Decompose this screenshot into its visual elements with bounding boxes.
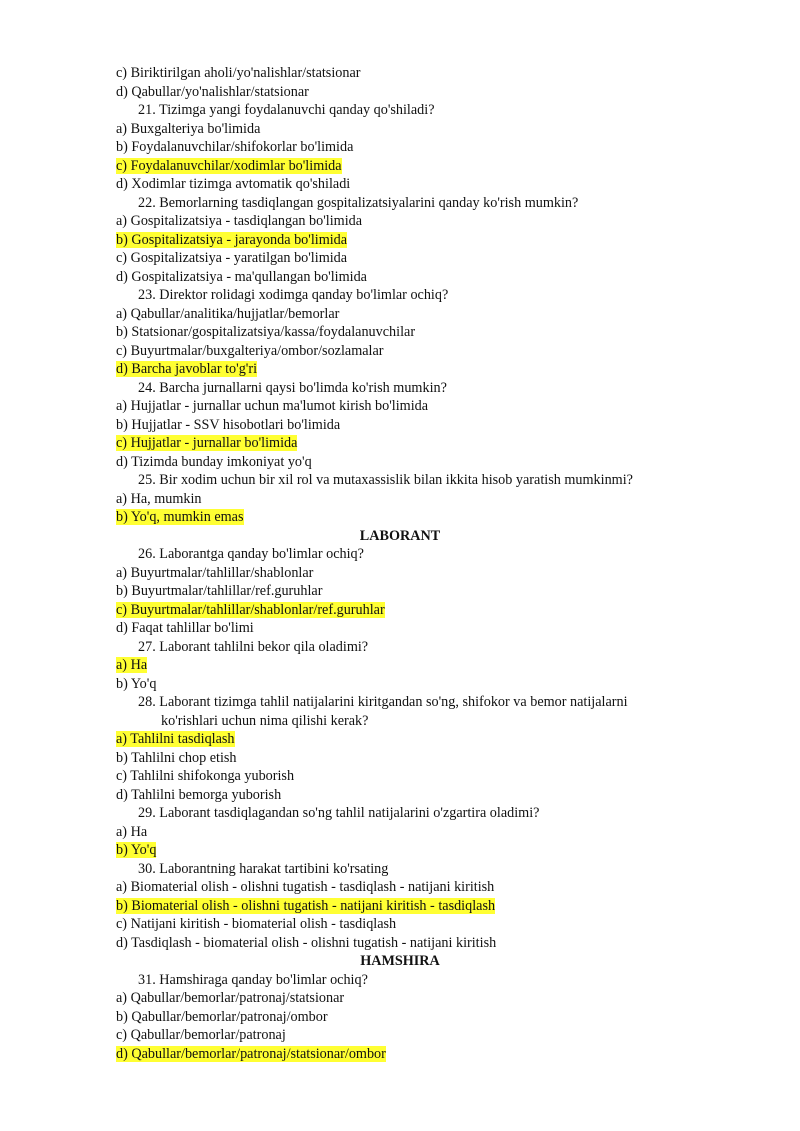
answer-option-text: d) Qabullar/yo'nalishlar/statsionar [116, 83, 309, 100]
question-text: 31. Hamshiraga qanday bo'limlar ochiq? [138, 971, 368, 988]
answer-option [0, 323, 800, 342]
question-text: 23. Direktor rolidagi xodimga qanday bo'limlar ochiq? [138, 287, 449, 303]
answer-option [0, 1008, 800, 1027]
answer-option [0, 767, 800, 786]
question [0, 379, 800, 398]
answer-option [0, 1026, 800, 1045]
answer-option [0, 416, 800, 435]
question-text: 21. Tizimga yangi foydalanuvchi qanday qo'shiladi? [138, 102, 435, 118]
answer-option-text: b) Hujjatlar - SSV hisobotlari bo'limida [116, 416, 341, 433]
answer-option [0, 619, 800, 638]
section-heading: LABORANT [359, 527, 441, 544]
answer-option-text-highlighted: c) Buyurtmalar/tahlillar/shablonlar/ref.guruhlar [116, 601, 385, 618]
answer-option-text: a) Hujjatlar - jurnallar uchun ma'lumot kirish bo'limida [116, 398, 429, 414]
answer-option-text: b) Yo'q [116, 675, 157, 692]
answer-option [0, 675, 800, 694]
question-text-continuation: ko'rishlari uchun nima qilishi kerak? [161, 712, 369, 729]
answer-option-text: a) Qabullar/bemorlar/patronaj/statsionar [116, 990, 345, 1006]
answer-option-text: c) Gospitalizatsiya - yaratilgan bo'limida [116, 250, 348, 266]
answer-option [0, 268, 800, 287]
answer-option-text: c) Buyurtmalar/buxgalteriya/ombor/sozlamalar [116, 342, 384, 359]
answer-option-text: d) Xodimlar tizimga avtomatik qo'shiladi [116, 176, 351, 192]
answer-option [0, 64, 800, 83]
answer-option-text-highlighted: a) Tahlilni tasdiqlash [116, 731, 235, 747]
answer-option-text: c) Qabullar/bemorlar/patronaj [116, 1027, 286, 1043]
answer-option-text: d) Gospitalizatsiya - ma'qullangan bo'limida [116, 268, 367, 285]
question [0, 194, 800, 213]
answer-option [0, 360, 800, 379]
answer-option [0, 305, 800, 324]
answer-option [0, 897, 800, 916]
question [0, 971, 800, 990]
question-text: 26. Laborantga qanday bo'limlar ochiq? [138, 546, 364, 562]
answer-option-text: b) Qabullar/bemorlar/patronaj/ombor [116, 1008, 328, 1025]
answer-option-text-highlighted: c) Foydalanuvchilar/xodimlar bo'limida [116, 157, 342, 174]
answer-option [0, 434, 800, 453]
answer-option-text: a) Qabullar/analitika/hujjatlar/bemorlar [116, 305, 340, 322]
answer-option [0, 1045, 800, 1064]
question-text: 25. Bir xodim uchun bir xil rol va mutaxassislik bilan ikkita hisob yaratish mumkinmi? [138, 472, 633, 488]
answer-option-text-highlighted: d) Qabullar/bemorlar/patronaj/statsionar/ombor [116, 1045, 386, 1062]
answer-option [0, 490, 800, 509]
answer-option-text-highlighted: d) Barcha javoblar to'g'ri [116, 361, 258, 377]
document-page [0, 64, 800, 1063]
answer-option-text: d) Tahlilni bemorga yuborish [116, 786, 282, 803]
answer-option [0, 564, 800, 583]
answer-option [0, 83, 800, 102]
answer-option [0, 120, 800, 139]
answer-option [0, 823, 800, 842]
answer-option [0, 157, 800, 176]
answer-option-text-highlighted: a) Ha [116, 657, 148, 673]
answer-option [0, 601, 800, 620]
answer-option-text: a) Buxgalteriya bo'limida [116, 120, 261, 137]
answer-option-text-highlighted: b) Gospitalizatsiya - jarayonda bo'limida [116, 231, 348, 248]
answer-option [0, 582, 800, 601]
question [0, 101, 800, 120]
answer-option [0, 175, 800, 194]
answer-option-text: b) Statsionar/gospitalizatsiya/kassa/foydalanuvchilar [116, 324, 416, 340]
question-text: 30. Laborantning harakat tartibini ko'rsating [138, 860, 389, 877]
answer-option-text: d) Tizimda bunday imkoniyat yo'q [116, 453, 312, 470]
answer-option [0, 138, 800, 157]
question-text: 28. Laborant tizimga tahlil natijalarini kiritgandan so'ng, shifokor va bemor natijalarni [138, 694, 628, 710]
question-text: 29. Laborant tasdiqlagandan so'ng tahlil natijalarini o'zgartira oladimi? [138, 805, 540, 821]
answer-option [0, 749, 800, 768]
question-text: 24. Barcha jurnallarni qaysi bo'limda ko'rish mumkin? [138, 379, 447, 396]
question [0, 286, 800, 305]
answer-option [0, 397, 800, 416]
answer-option-text: d) Tasdiqlash - biomaterial olish - olishni tugatish - natijani kiritish [116, 934, 497, 951]
question-text: 22. Bemorlarning tasdiqlangan gospitalizatsiyalarini qanday ko'rish mumkin? [138, 194, 579, 211]
question-text: 27. Laborant tahlilni bekor qila oladimi? [138, 638, 369, 655]
answer-option [0, 841, 800, 860]
answer-option-text-highlighted: b) Yo'q, mumkin emas [116, 509, 244, 525]
answer-option-text: b) Foydalanuvchilar/shifokorlar bo'limida [116, 139, 354, 155]
answer-option-text: c) Biriktirilgan aholi/yo'nalishlar/statsionar [116, 65, 361, 81]
answer-option [0, 212, 800, 231]
answer-option [0, 231, 800, 250]
answer-option-text: a) Biomaterial olish - olishni tugatish - tasdiqlash - natijani kiritish [116, 879, 495, 895]
answer-option [0, 249, 800, 268]
answer-option [0, 342, 800, 361]
answer-option [0, 989, 800, 1008]
answer-option [0, 656, 800, 675]
answer-option [0, 730, 800, 749]
question [0, 638, 800, 657]
answer-option-text: a) Gospitalizatsiya - tasdiqlangan bo'limida [116, 213, 363, 229]
answer-option [0, 934, 800, 953]
section-heading: HAMSHIRA [360, 953, 440, 969]
answer-option-text: c) Tahlilni shifokonga yuborish [116, 768, 295, 784]
answer-option-text-highlighted: c) Hujjatlar - jurnallar bo'limida [116, 435, 298, 451]
answer-option-text-highlighted: b) Biomaterial olish - olishni tugatish - natijani kiritish - tasdiqlash [116, 897, 496, 914]
answer-option [0, 915, 800, 934]
question [0, 471, 800, 490]
question [0, 693, 800, 730]
question [0, 860, 800, 879]
answer-option-text: a) Buyurtmalar/tahlillar/shablonlar [116, 564, 314, 581]
answer-option [0, 508, 800, 527]
answer-option-text-highlighted: b) Yo'q [116, 842, 157, 858]
answer-option-text: a) Ha, mumkin [116, 490, 202, 507]
answer-option-text: b) Buyurtmalar/tahlillar/ref.guruhlar [116, 583, 323, 599]
question [0, 804, 800, 823]
answer-option-text: d) Faqat tahlillar bo'limi [116, 620, 254, 636]
answer-option-text: b) Tahlilni chop etish [116, 749, 237, 766]
answer-option-text: a) Ha [116, 823, 148, 840]
answer-option-text: c) Natijani kiritish - biomaterial olish - tasdiqlash [116, 916, 397, 932]
answer-option [0, 453, 800, 472]
answer-option [0, 878, 800, 897]
question [0, 545, 800, 564]
answer-option [0, 786, 800, 805]
